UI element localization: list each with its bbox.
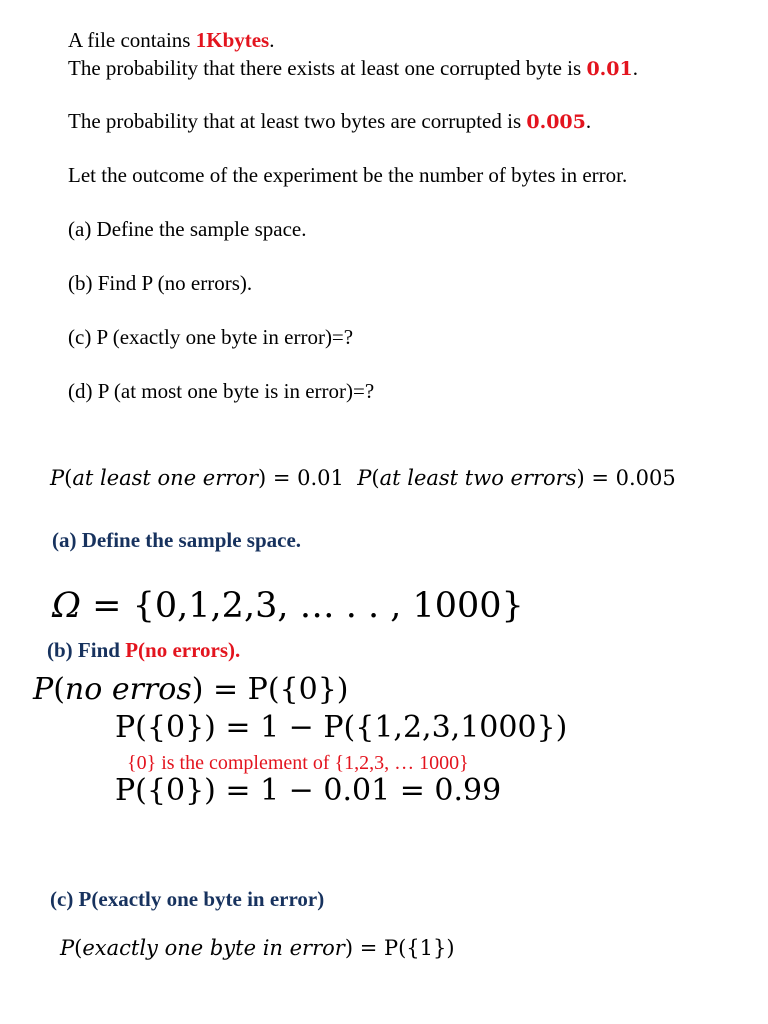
exactly-one-equation: P(exactly one byte in error) = P({1}) (60, 936, 455, 960)
given-eq2-rhs: = 0.005 (591, 466, 676, 490)
problem-part-d: (d) P (at most one byte is in error)=? (68, 379, 375, 403)
no-errors-equation: P(no erros) = P({0}) (33, 672, 349, 707)
no-errors-highlight: P(no errors). (125, 638, 241, 662)
file-size-highlight: 1Kbytes (195, 28, 270, 52)
problem-line-outcome: Let the outcome of the experiment be the number of bytes in error. (68, 163, 628, 187)
solution-b-heading: (b) Find P(no errors). (47, 638, 241, 662)
problem-line-file-size: A file contains 1Kbytes. (68, 28, 275, 52)
problem-part-a: (a) Define the sample space. (68, 217, 307, 241)
no-errors-lhs: no erros (64, 672, 192, 707)
complement-note: {0} is the complement of {1,2,3, … 1000} (127, 752, 469, 774)
problem-line-one-corrupted: The probability that there exists at least one corrupted byte is 0.01. (68, 56, 638, 80)
given-eq2-lhs: at least two errors (379, 466, 577, 490)
complement-equation: P({0}) = 1 − P({1,2,3,1000}) (115, 710, 568, 745)
given-eq1-rhs: = 0.01 (272, 466, 344, 490)
no-errors-rhs: = P({0}) (212, 672, 349, 707)
probability-one-highlight: 0.01 (586, 58, 633, 80)
solution-c-heading: (c) P(exactly one byte in error) (50, 887, 325, 911)
problem-part-c: (c) P (exactly one byte in error)=? (68, 325, 354, 349)
exactly-one-rhs: = P({1}) (359, 936, 455, 960)
problem-line-two-corrupted: The probability that at least two bytes are corrupted is 0.005. (68, 109, 592, 133)
given-equations: P(at least one error) = 0.01 P(at least two errors) = 0.005 (50, 466, 676, 490)
solution-a-heading: (a) Define the sample space. (52, 528, 302, 552)
sample-space-set: = {0,1,2,3, … . . , 1000} (92, 586, 524, 626)
omega-symbol: Ω (52, 586, 82, 626)
given-eq1-lhs: at least one error (72, 466, 258, 490)
exactly-one-lhs: exactly one byte in error (82, 936, 345, 960)
probability-two-highlight: 0.005 (526, 111, 586, 133)
sample-space-equation (52, 586, 524, 626)
no-errors-result: P({0}) = 1 − 0.01 = 0.99 (115, 773, 502, 808)
problem-part-b: (b) Find P (no errors). (68, 271, 253, 295)
